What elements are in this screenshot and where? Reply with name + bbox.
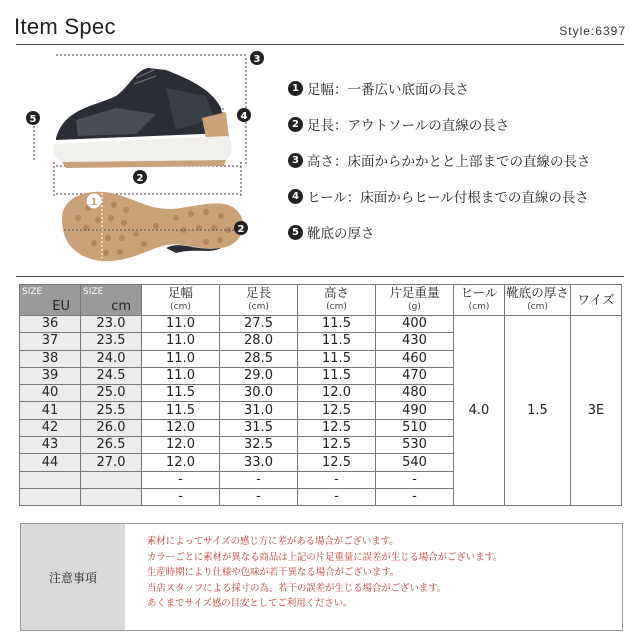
page-title: Item Spec (14, 14, 116, 39)
notice-line: 当店スタッフによる採寸の為、若干の誤差が生じる場合がございます。 (147, 582, 447, 594)
cell-foot-length: - (220, 488, 298, 505)
cell-height: 12.5 (298, 419, 376, 436)
measurement-legend (288, 70, 628, 250)
cell-height: - (298, 488, 376, 505)
cell-eu: 42 (20, 419, 81, 436)
legend-number: 4 (288, 189, 303, 204)
header-weight: 片足重量 (g) (376, 285, 454, 316)
cell-weight: 430 (376, 333, 454, 350)
cell-eu (20, 488, 81, 505)
cell-foot-length: 27.5 (220, 316, 298, 333)
cell-foot-width: - (142, 471, 220, 488)
svg-text:2: 2 (237, 224, 245, 235)
cell-height: 11.5 (298, 350, 376, 367)
cell-height: 12.5 (298, 437, 376, 454)
cell-foot-width: 11.0 (142, 350, 220, 367)
size-table (19, 284, 622, 506)
notice-box (20, 523, 623, 631)
notice-label: 注意事項 (21, 524, 125, 630)
legend-item (288, 106, 628, 142)
table-row (20, 316, 622, 333)
svg-text:3: 3 (253, 54, 261, 65)
legend-number: 1 (288, 81, 303, 96)
header-height: 高さ (cm) (298, 285, 376, 316)
cell-weight: 540 (376, 454, 454, 471)
cell-height: 12.0 (298, 385, 376, 402)
notice-line: 生産時期により仕様や色味が若干異なる場合がございます。 (147, 567, 400, 578)
svg-text:5: 5 (29, 114, 37, 125)
cell-cm: 24.0 (81, 350, 142, 367)
legend-item (288, 142, 628, 178)
cell-foot-length: 29.0 (220, 367, 298, 384)
notice-line: カラーごとに素材が異なる商品は上記の片足重量に誤差が生じる場合がございます。 (147, 551, 503, 563)
cell-cm: 23.5 (81, 333, 142, 350)
cell-eu: 37 (20, 333, 81, 350)
shoe-illustration (16, 48, 286, 273)
header-width-fit: ワイズ (571, 285, 622, 316)
cell-heel: 4.0 (454, 316, 505, 506)
cell-foot-length: 31.5 (220, 419, 298, 436)
cell-weight: 400 (376, 316, 454, 333)
cell-foot-width: 11.5 (142, 402, 220, 419)
marker-3 (250, 51, 264, 65)
cell-foot-length: 30.0 (220, 385, 298, 402)
legend-text: 高さ：床面からかかとと上部までの直線の長さ (307, 154, 591, 170)
cell-weight: - (376, 471, 454, 488)
svg-text:2: 2 (136, 173, 144, 184)
cell-eu: 41 (20, 402, 81, 419)
cell-cm: 25.0 (81, 385, 142, 402)
cell-height: 11.5 (298, 333, 376, 350)
cell-width-fit: 3E (571, 316, 622, 506)
cell-sole-thickness: 1.5 (505, 316, 571, 506)
cell-cm: 23.0 (81, 316, 142, 333)
marker-1 (87, 194, 101, 208)
header-sole-thickness: 靴底の厚さ (cm) (505, 285, 571, 316)
cell-eu: 36 (20, 316, 81, 333)
legend-text: ヒール：床面からヒール付根までの直線の長さ (307, 190, 589, 206)
cell-foot-width: 11.5 (142, 385, 220, 402)
cell-cm: 27.0 (81, 454, 142, 471)
cell-weight: 490 (376, 402, 454, 419)
marker-2-bottom (234, 221, 248, 235)
cell-eu: 38 (20, 350, 81, 367)
cell-height: 11.5 (298, 316, 376, 333)
cell-foot-length: - (220, 471, 298, 488)
cell-foot-length: 28.0 (220, 333, 298, 350)
header-heel: ヒール (cm) (454, 285, 505, 316)
cell-weight: 530 (376, 437, 454, 454)
notice-line: 素材によってサイズの感じ方に差がある場合がございます。 (147, 536, 399, 547)
cell-foot-width: 11.0 (142, 367, 220, 384)
marker-4 (237, 108, 251, 122)
header-foot-width: 足幅 (cm) (142, 285, 220, 316)
notice-line: あくまでサイズ感の目安としてご利用ください。 (147, 598, 353, 609)
marker-5 (26, 111, 40, 125)
legend-number: 2 (288, 117, 303, 132)
legend-number: 5 (288, 225, 303, 240)
cell-cm (81, 488, 142, 505)
marker-2-top (133, 170, 147, 184)
cell-weight: 460 (376, 350, 454, 367)
legend-text: 足長：アウトソールの直線の長さ (307, 118, 510, 134)
cell-cm: 26.0 (81, 419, 142, 436)
cell-eu: 43 (20, 437, 81, 454)
cell-cm (81, 471, 142, 488)
cell-foot-width: 11.0 (142, 333, 220, 350)
svg-text:1: 1 (90, 197, 98, 208)
cell-eu (20, 471, 81, 488)
cell-foot-length: 28.5 (220, 350, 298, 367)
sneaker-side-view (53, 68, 231, 168)
cell-eu: 40 (20, 385, 81, 402)
svg-text:4: 4 (240, 111, 248, 122)
header-cm: SIZE cm (81, 285, 142, 316)
style-number: Style:6397 (559, 24, 626, 38)
cell-eu: 39 (20, 367, 81, 384)
cell-weight: - (376, 488, 454, 505)
cell-cm: 24.5 (81, 367, 142, 384)
cell-height: - (298, 471, 376, 488)
cell-foot-width: 12.0 (142, 454, 220, 471)
legend-item (288, 70, 628, 106)
cell-weight: 510 (376, 419, 454, 436)
cell-height: 11.5 (298, 367, 376, 384)
cell-cm: 26.5 (81, 437, 142, 454)
cell-foot-width: 12.0 (142, 437, 220, 454)
cell-foot-width: - (142, 488, 220, 505)
cell-foot-length: 33.0 (220, 454, 298, 471)
legend-item (288, 178, 628, 214)
legend-item (288, 214, 628, 250)
header-divider (16, 44, 624, 45)
notice-body (125, 524, 503, 630)
cell-weight: 480 (376, 385, 454, 402)
table-header-row (20, 285, 622, 316)
header-foot-length: 足長 (cm) (220, 285, 298, 316)
cell-foot-width: 11.0 (142, 316, 220, 333)
cell-cm: 25.5 (81, 402, 142, 419)
cell-eu: 44 (20, 454, 81, 471)
cell-foot-length: 32.5 (220, 437, 298, 454)
cell-weight: 470 (376, 367, 454, 384)
cell-height: 12.5 (298, 402, 376, 419)
section-divider (16, 276, 624, 277)
cell-foot-width: 12.0 (142, 419, 220, 436)
cell-height: 12.5 (298, 454, 376, 471)
legend-text: 足幅：一番広い底面の長さ (307, 82, 469, 98)
cell-foot-length: 31.0 (220, 402, 298, 419)
legend-text: 靴底の厚さ (307, 226, 375, 242)
legend-number: 3 (288, 153, 303, 168)
header-eu: SIZE EU (20, 285, 81, 316)
